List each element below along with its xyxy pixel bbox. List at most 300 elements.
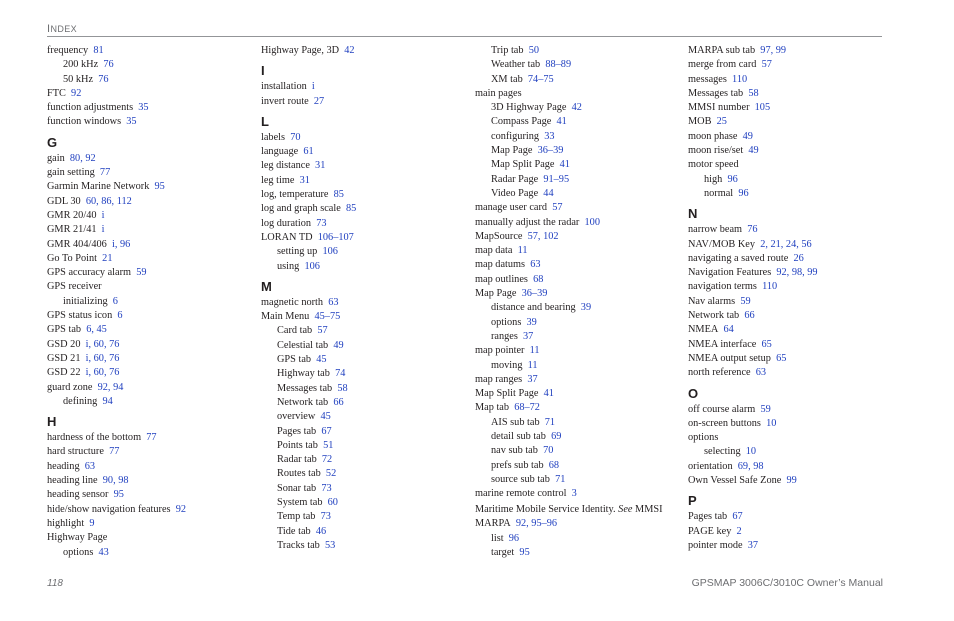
index-entry: [475, 373, 675, 387]
index-term: System tab: [277, 497, 323, 509]
index-subentry: [475, 130, 675, 144]
page-reference-link[interactable]: 65: [776, 352, 787, 364]
index-term: invert route: [261, 95, 309, 107]
index-subentry: [475, 532, 675, 546]
index-term: high: [704, 173, 723, 185]
index-term: marine remote control: [475, 488, 567, 500]
page-reference-link[interactable]: 42: [344, 45, 355, 56]
page-reference-link[interactable]: 63: [328, 296, 339, 308]
page-reference-link[interactable]: 52: [325, 468, 337, 480]
page-reference-link[interactable]: 80, 92: [69, 152, 96, 164]
index-term: Nav alarms: [688, 295, 736, 307]
index-term: Map Split Page: [491, 159, 555, 171]
page-reference-link[interactable]: 36–39: [537, 145, 564, 157]
index-entry: [47, 517, 247, 531]
index-entry: [688, 460, 888, 474]
index-entry: [475, 87, 675, 101]
page-reference-link[interactable]: 90, 98: [102, 475, 129, 487]
page-reference-link[interactable]: 85: [345, 203, 357, 215]
page-reference-link[interactable]: 68: [533, 273, 544, 285]
index-term: Card tab: [277, 325, 313, 337]
index-entry: [688, 144, 888, 158]
page-reference-link[interactable]: 68: [548, 459, 560, 471]
page-reference-link[interactable]: 26: [793, 252, 804, 264]
index-entry: [47, 431, 247, 445]
page-reference-link[interactable]: 99: [786, 475, 797, 487]
index-term: list: [491, 532, 504, 544]
index-term: Sonar tab: [277, 482, 317, 494]
page-reference-link[interactable]: 77: [146, 432, 157, 444]
page-reference-link[interactable]: 100: [584, 216, 600, 228]
page-reference-link[interactable]: i, 96: [111, 238, 131, 250]
index-subentry: [261, 496, 461, 510]
page-reference-link[interactable]: 59: [760, 403, 771, 415]
page-reference-link[interactable]: 76: [747, 224, 758, 236]
index-term: Tide tab: [277, 525, 311, 537]
page-reference-link[interactable]: 6: [112, 295, 118, 307]
index-term: Highway tab: [277, 368, 330, 380]
index-letter-heading: I: [261, 63, 265, 79]
index-term: GPS status icon: [47, 310, 113, 322]
index-term: narrow beam: [688, 224, 743, 236]
see-reference-target: MMSI: [635, 504, 663, 515]
page-reference-link[interactable]: 44: [543, 187, 554, 199]
index-entry: [47, 252, 247, 266]
index-term: Map Page: [491, 145, 533, 157]
index-entry: [688, 338, 888, 352]
index-term: Weather tab: [491, 59, 541, 71]
index-subentry: [261, 482, 461, 496]
index-term: Garmin Marine Network: [47, 181, 150, 193]
page-reference-link[interactable]: 71: [544, 416, 556, 428]
page-reference-link[interactable]: 77: [99, 167, 111, 179]
index-term: NAV/MOB Key: [688, 238, 756, 250]
page-reference-link[interactable]: 59: [740, 295, 751, 307]
index-entry: [475, 258, 675, 272]
page-reference-link[interactable]: 70: [543, 445, 554, 457]
page-reference-link[interactable]: 31: [315, 160, 326, 172]
page-reference-link[interactable]: 95: [113, 489, 124, 501]
index-entry: [261, 231, 461, 245]
index-subentry: [261, 353, 461, 367]
page-reference-link[interactable]: i, 60, 76: [85, 338, 120, 350]
page-reference-link[interactable]: 37: [523, 330, 534, 342]
index-term: LORAN TD: [261, 231, 313, 243]
index-term: 200 kHz: [63, 59, 99, 71]
page-reference-link[interactable]: 10: [766, 417, 777, 429]
index-term: Own Vessel Safe Zone: [688, 475, 782, 487]
index-entry: [688, 539, 888, 553]
index-term: configuring: [491, 130, 540, 142]
index-entry: [261, 296, 461, 310]
index-letter-heading: P: [688, 493, 697, 509]
index-term: AIS sub tab: [491, 416, 540, 428]
index-term: Map Page: [475, 288, 517, 300]
page-reference-link[interactable]: 11: [517, 245, 528, 257]
index-entry: [475, 517, 675, 531]
index-term: Routes tab: [277, 468, 321, 480]
index-subentry: [688, 173, 888, 187]
index-term: map datums: [475, 259, 526, 271]
index-term: hardness of the bottom: [47, 432, 142, 444]
page-reference-link[interactable]: 71: [555, 473, 566, 485]
page-reference-link[interactable]: 33: [544, 130, 555, 142]
page-reference-link[interactable]: 60: [327, 497, 338, 509]
page-reference-link[interactable]: 105: [754, 102, 771, 114]
index-entry: [688, 366, 888, 380]
index-subentry: [475, 330, 675, 344]
index-entry: [261, 80, 461, 94]
index-entry: [475, 487, 675, 501]
index-term: Temp tab: [277, 511, 316, 523]
page-reference-link[interactable]: 95: [154, 181, 165, 193]
index-term: navigating a saved route: [688, 252, 789, 264]
index-term: Network tab: [688, 310, 740, 322]
index-term: Video Page: [491, 187, 539, 199]
page-reference-link[interactable]: 88–89: [545, 59, 572, 71]
index-term: source sub tab: [491, 473, 550, 485]
index-term: motor speed: [688, 159, 739, 171]
page-reference-link[interactable]: 2: [736, 525, 742, 537]
page-reference-link[interactable]: 11: [529, 345, 540, 357]
page-reference-link[interactable]: 57, 102: [527, 230, 559, 242]
index-term: NMEA interface: [688, 338, 757, 350]
index-term: leg time: [261, 174, 295, 186]
index-entry: [47, 238, 247, 252]
page-reference-link[interactable]: 37: [747, 539, 759, 551]
index-letter-heading: L: [261, 113, 269, 129]
page-reference-link[interactable]: 25: [716, 116, 727, 128]
index-subentry: [475, 115, 675, 129]
index-subentry: [261, 260, 461, 274]
index-entry: [47, 152, 247, 166]
index-entry: [688, 403, 888, 417]
index-subentry: [475, 430, 675, 444]
index-term: log, temperature: [261, 189, 329, 201]
index-entry: [47, 323, 247, 337]
page-reference-link[interactable]: 106–107: [317, 231, 354, 243]
page-reference-link[interactable]: 76: [103, 59, 114, 71]
page-reference-link[interactable]: 76: [98, 73, 109, 85]
page-reference-link[interactable]: 74: [335, 368, 346, 380]
index-entry: [688, 266, 888, 280]
index-subentry: [475, 316, 675, 330]
index-term: highlight: [47, 517, 85, 529]
index-term: moon rise/set: [688, 145, 744, 157]
index-entry: [688, 352, 888, 366]
index-term: hide/show navigation features: [47, 503, 171, 515]
page-reference-link[interactable]: 66: [333, 396, 344, 408]
index-term: map ranges: [475, 373, 523, 385]
page-reference-link[interactable]: i, 60, 76: [85, 367, 120, 379]
page-reference-link[interactable]: 35: [126, 116, 137, 128]
page-number: 118: [47, 578, 63, 589]
index-term: labels: [261, 131, 286, 143]
index-subentry: [261, 467, 461, 481]
index-term: Highway Page, 3D: [261, 45, 340, 56]
page-reference-link[interactable]: 65: [761, 338, 772, 350]
index-term: XM tab: [491, 73, 523, 85]
page-reference-link[interactable]: 35: [138, 102, 149, 114]
index-term: moving: [491, 359, 523, 371]
page-reference-link[interactable]: 46: [315, 525, 327, 537]
page-reference-link[interactable]: 21: [102, 252, 113, 264]
page-reference-link[interactable]: 45: [316, 354, 327, 366]
index-entry: [688, 309, 888, 323]
index-term: using: [277, 260, 300, 272]
page-reference-link[interactable]: 58: [748, 87, 759, 99]
page-reference-link[interactable]: 6, 45: [86, 324, 107, 336]
index-entry: [688, 238, 888, 252]
page-reference-link[interactable]: 49: [748, 145, 759, 157]
index-term: function windows: [47, 116, 122, 128]
index-subentry: [475, 173, 675, 187]
page-reference-link[interactable]: 9: [89, 517, 95, 529]
page-reference-link[interactable]: 57: [317, 325, 328, 337]
index-term: Radar Page: [491, 173, 539, 185]
index-term: heading line: [47, 475, 98, 487]
page-reference-link[interactable]: 51: [323, 439, 334, 451]
page-reference-link[interactable]: 67: [321, 425, 332, 437]
index-subentry: [475, 301, 675, 315]
index-term: selecting: [704, 446, 741, 458]
page-reference-link[interactable]: 67: [732, 511, 743, 523]
index-term: guard zone: [47, 381, 93, 393]
index-subentry: [475, 473, 675, 487]
page-reference-link[interactable]: 58: [337, 382, 348, 394]
page-reference-link[interactable]: 43: [98, 546, 109, 558]
index-term: normal: [704, 187, 734, 199]
index-term: distance and bearing: [491, 302, 576, 314]
index-entry: [688, 252, 888, 266]
page-reference-link[interactable]: 59: [136, 267, 147, 279]
page-reference-link[interactable]: 92, 95–96: [515, 518, 558, 530]
page-reference-link[interactable]: 92: [71, 87, 82, 99]
index-entry: [688, 474, 888, 488]
page-reference-link[interactable]: 92, 98, 99: [776, 267, 818, 279]
page-reference-link[interactable]: 3: [571, 488, 577, 500]
page-reference-link[interactable]: 39: [526, 316, 537, 328]
index-term: manually adjust the radar: [475, 216, 580, 228]
index-term: GMR 21/41: [47, 224, 97, 236]
page-reference-link[interactable]: 49: [333, 339, 344, 351]
page-reference-link[interactable]: 41: [559, 159, 570, 171]
index-entry: [688, 115, 888, 129]
page-reference-link[interactable]: 63: [530, 259, 541, 271]
page-reference-link[interactable]: 95: [519, 546, 530, 558]
page-reference-link[interactable]: 96: [508, 532, 520, 544]
index-entry: [261, 202, 461, 216]
index-term: options: [688, 432, 719, 444]
index-entry: [47, 381, 247, 395]
index-subentry: [47, 73, 247, 87]
page-reference-link[interactable]: 39: [580, 302, 592, 314]
page-reference-link[interactable]: 49: [742, 130, 753, 142]
index-term: Network tab: [277, 396, 329, 408]
index-term: options: [63, 546, 94, 558]
index-subentry: [261, 410, 461, 424]
page-reference-link[interactable]: 106: [322, 246, 338, 258]
page-reference-link[interactable]: 57: [552, 202, 563, 214]
page-reference-link[interactable]: 110: [762, 281, 778, 293]
page-reference-link[interactable]: 6: [117, 310, 123, 322]
index-term: moon phase: [688, 130, 738, 142]
index-entry: [688, 73, 888, 87]
index-entry: [688, 323, 888, 337]
index-term: log duration: [261, 217, 312, 229]
page-reference-link[interactable]: 45–75: [314, 311, 341, 323]
page-reference-link[interactable]: 50: [528, 45, 539, 56]
page-reference-link[interactable]: 27: [313, 95, 325, 107]
index-term: GSD 21: [47, 352, 81, 364]
index-term: Messages tab: [277, 382, 333, 394]
page-reference-link[interactable]: 81: [93, 45, 104, 56]
index-subentry: [475, 546, 675, 560]
page-reference-link[interactable]: 10: [745, 446, 757, 458]
index-subentry: [47, 295, 247, 309]
page-reference-link[interactable]: 92: [175, 503, 186, 515]
index-entry: [47, 503, 247, 517]
index-term: prefs sub tab: [491, 459, 544, 471]
page-reference-link[interactable]: 92, 94: [97, 381, 124, 393]
page-reference-link[interactable]: 66: [744, 310, 755, 322]
index-term: GSD 22: [47, 367, 81, 379]
page-reference-link[interactable]: 70: [290, 131, 301, 143]
page-reference-link[interactable]: i: [101, 209, 105, 221]
page-reference-link[interactable]: 63: [755, 367, 767, 379]
index-subentry: [475, 73, 675, 87]
index-term: GMR 404/406: [47, 238, 107, 250]
page-reference-link[interactable]: 45: [320, 411, 331, 423]
index-entry: [475, 344, 675, 358]
index-subentry: [475, 416, 675, 430]
index-subentry: [261, 396, 461, 410]
page-reference-link[interactable]: i, 60, 76: [85, 352, 120, 364]
index-entry: [688, 44, 888, 58]
index-term: merge from card: [688, 59, 757, 71]
index-term: Celestial tab: [277, 339, 329, 351]
page-reference-link[interactable]: 69, 98: [737, 460, 764, 472]
index-entry: [261, 310, 461, 324]
index-subentry: [475, 359, 675, 373]
page-reference-link[interactable]: 57: [761, 59, 772, 71]
index-term: Navigation Features: [688, 267, 772, 279]
index-term: heading sensor: [47, 489, 109, 501]
index-term: Pages tab: [277, 425, 317, 437]
index-term: Pages tab: [688, 511, 728, 523]
page-reference-link[interactable]: 85: [333, 189, 344, 201]
page-reference-link[interactable]: 60, 86, 112: [85, 195, 132, 207]
page-reference-link[interactable]: 11: [527, 359, 538, 371]
index-entry: [261, 174, 461, 188]
index-entry: [47, 280, 247, 294]
page-reference-link[interactable]: 97, 99: [760, 45, 787, 56]
page-reference-link[interactable]: 91–95: [543, 173, 570, 185]
page-reference-link[interactable]: 36–39: [521, 288, 548, 300]
page-reference-link[interactable]: 37: [527, 373, 538, 385]
index-subentry: [261, 425, 461, 439]
index-term: NMEA output setup: [688, 352, 771, 364]
index-subentry: [261, 539, 461, 553]
index-term: Map Split Page: [475, 388, 539, 400]
index-term: setting up: [277, 246, 318, 258]
page-reference-link[interactable]: 41: [543, 388, 554, 400]
index-letter-heading: H: [47, 414, 57, 430]
index-term: Compass Page: [491, 116, 552, 128]
page-reference-link[interactable]: i: [311, 81, 315, 93]
index-letter-heading: M: [261, 278, 272, 294]
page-reference-link[interactable]: 2, 21, 24, 56: [760, 238, 812, 250]
index-term: Tracks tab: [277, 539, 320, 551]
page-reference-link[interactable]: 106: [304, 260, 320, 272]
index-term: MMSI number: [688, 102, 750, 114]
page-reference-link[interactable]: 64: [723, 324, 734, 336]
index-term: heading: [47, 460, 80, 472]
index-term: north reference: [688, 367, 751, 379]
page-reference-link[interactable]: 73: [316, 217, 327, 229]
page-reference-link[interactable]: 110: [732, 73, 748, 85]
index-entry: [688, 295, 888, 309]
page-reference-link[interactable]: 61: [303, 146, 314, 158]
page-reference-link[interactable]: 73: [321, 482, 332, 494]
index-entry: [47, 101, 247, 115]
index-entry: [47, 445, 247, 459]
index-term: hard structure: [47, 446, 104, 458]
page-reference-link[interactable]: 41: [556, 116, 567, 128]
index-term: magnetic north: [261, 296, 324, 308]
index-term: function adjustments: [47, 102, 134, 114]
page-reference-link[interactable]: 53: [324, 539, 336, 551]
page-reference-link[interactable]: 96: [738, 187, 749, 199]
index-subentry: [261, 324, 461, 338]
page-reference-link[interactable]: 96: [727, 173, 738, 185]
index-entry: [688, 158, 888, 172]
page-reference-link[interactable]: 94: [102, 395, 113, 407]
page-reference-link[interactable]: 77: [109, 446, 120, 458]
index-term: Maritime Mobile Service Identity.: [475, 504, 616, 515]
index-entry: [475, 201, 675, 215]
index-column-3: [475, 44, 675, 560]
index-term: main pages: [475, 87, 522, 99]
index-term: GSD 20: [47, 338, 81, 350]
index-term: Trip tab: [491, 45, 524, 56]
index-subentry: [261, 367, 461, 381]
index-term: MOB: [688, 116, 712, 128]
index-subentry: [261, 245, 461, 259]
page-reference-link[interactable]: 72: [321, 454, 333, 466]
index-term: off course alarm: [688, 403, 756, 415]
index-letter-heading: O: [688, 385, 699, 401]
page-reference-link[interactable]: 73: [320, 511, 331, 523]
index-subentry: [475, 101, 675, 115]
index-entry: [47, 115, 247, 129]
index-entry: [47, 44, 247, 58]
page-reference-link[interactable]: 68–72: [514, 402, 540, 414]
index-subentry: [475, 459, 675, 473]
page-reference-link[interactable]: 42: [571, 102, 582, 114]
page-reference-link[interactable]: 31: [299, 174, 310, 186]
page-reference-link[interactable]: 74–75: [527, 73, 554, 85]
page-reference-link[interactable]: i: [101, 224, 105, 236]
index-term: GPS accuracy alarm: [47, 267, 132, 279]
index-entry: [47, 195, 247, 209]
index-entry: [47, 166, 247, 180]
page-reference-link[interactable]: 69: [551, 431, 562, 443]
page-reference-link[interactable]: 63: [84, 460, 96, 472]
index-term: ranges: [491, 330, 518, 342]
index-subentry: [475, 44, 675, 58]
index-entry: [47, 338, 247, 352]
